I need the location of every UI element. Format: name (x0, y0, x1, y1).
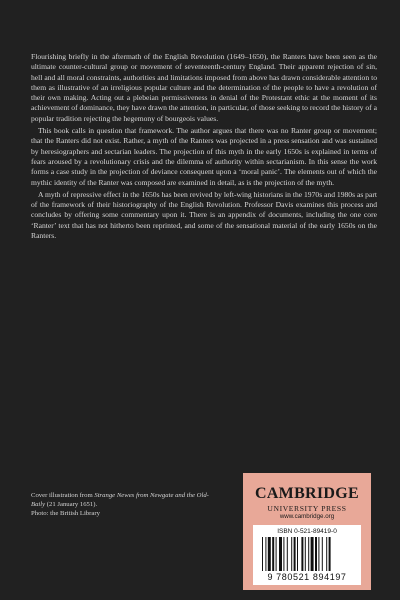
barcode-bar (283, 537, 284, 571)
publisher-press-label: UNIVERSITY PRESS (267, 504, 347, 513)
barcode-bar (322, 537, 323, 571)
photo-credit: Photo: the British Library (31, 510, 100, 518)
barcode-bar (294, 537, 296, 571)
barcode-bar (326, 537, 327, 571)
barcode-number: 9 780521 894197 (267, 572, 347, 582)
barcode-bar (265, 537, 266, 571)
barcode-bar (287, 537, 288, 571)
barcode-bar (305, 537, 306, 571)
blurb-paragraph-2: This book calls in question that framework. The author argues that there was no Ranter group or movement; that the Ranters did not exist. Rather, a myth of the Ranters was projected in a press sensation and was sustained by heresiographers and sectarian leaders. The projection of this myth in the early 1650s is explained in terms of fears aroused by a revolutionary crisis and the dilemma of authority within sectarianism. In this sense the work forms a case study in the projection of deviance consequent upon a ‘moral panic’. The elements out of which the mythic identity of the Ranter was composed are examined in detail, as is the projection of the myth. (31, 126, 377, 187)
barcode-area (253, 525, 361, 585)
barcode-bar (301, 537, 303, 571)
barcode-bar (297, 537, 298, 571)
barcode-bar (262, 537, 263, 571)
blurb-paragraph-1: Flourishing briefly in the aftermath of the English Revolution (1649–1650), the Ranters have been seen as the ultimate counter-cultural group or movement of seventeenth-century England. Their apparent rejection of sin, hell and all moral constraints, authorities and limitations imposed from above has drawn considerable attention to them as illustrative of an irreligious popular culture and the determination of the people to have a revolution of their own making. Acting out a plebeian permissiveness in denial of the Protestant ethic at the moment of its achievement of dominance, they have drawn the attention, in particular, of those seeking to record the history of a popular tradition rejecting the hegemony of bourgeois values. (31, 52, 377, 123)
blurb-paragraph-3: A myth of repressive effect in the 1650s has been revived by left-wing historians in the 1970s and 1980s as part of the framework of their historiography of the English Revolution. Professor Davis examines this process and concludes by offering some commentary upon it. There is an appendix of documents, including the one core ‘Ranter’ text that has not hitherto been reprinted, and some of the sensational material of the early 1650s on the Ranters. (31, 189, 377, 241)
barcode-bar (329, 537, 331, 571)
credit-date: (21 January 1651). (45, 501, 98, 509)
barcode-bar (272, 537, 274, 571)
barcode-bar (291, 537, 292, 571)
back-cover-blurb (31, 52, 377, 241)
barcode-icon (262, 537, 352, 571)
barcode-bar (276, 537, 277, 571)
publisher-website: www.cambridge.org (279, 513, 335, 520)
barcode-bar (308, 537, 309, 571)
cover-illustration-credit (31, 491, 221, 519)
publisher-name: CAMBRIDGE (254, 485, 360, 502)
isbn-text: ISBN 0-521-89419-0 (277, 528, 337, 535)
barcode-bar (318, 537, 319, 571)
credit-prefix: Cover illustration from (31, 492, 95, 499)
barcode-bar (268, 537, 271, 571)
barcode-bar (315, 537, 317, 571)
barcode-bar (311, 537, 314, 571)
barcode-bar (279, 537, 282, 571)
credit-source-title: Strange Newes from Newgate and the Old-Baily (31, 492, 209, 509)
publisher-panel (243, 473, 371, 590)
